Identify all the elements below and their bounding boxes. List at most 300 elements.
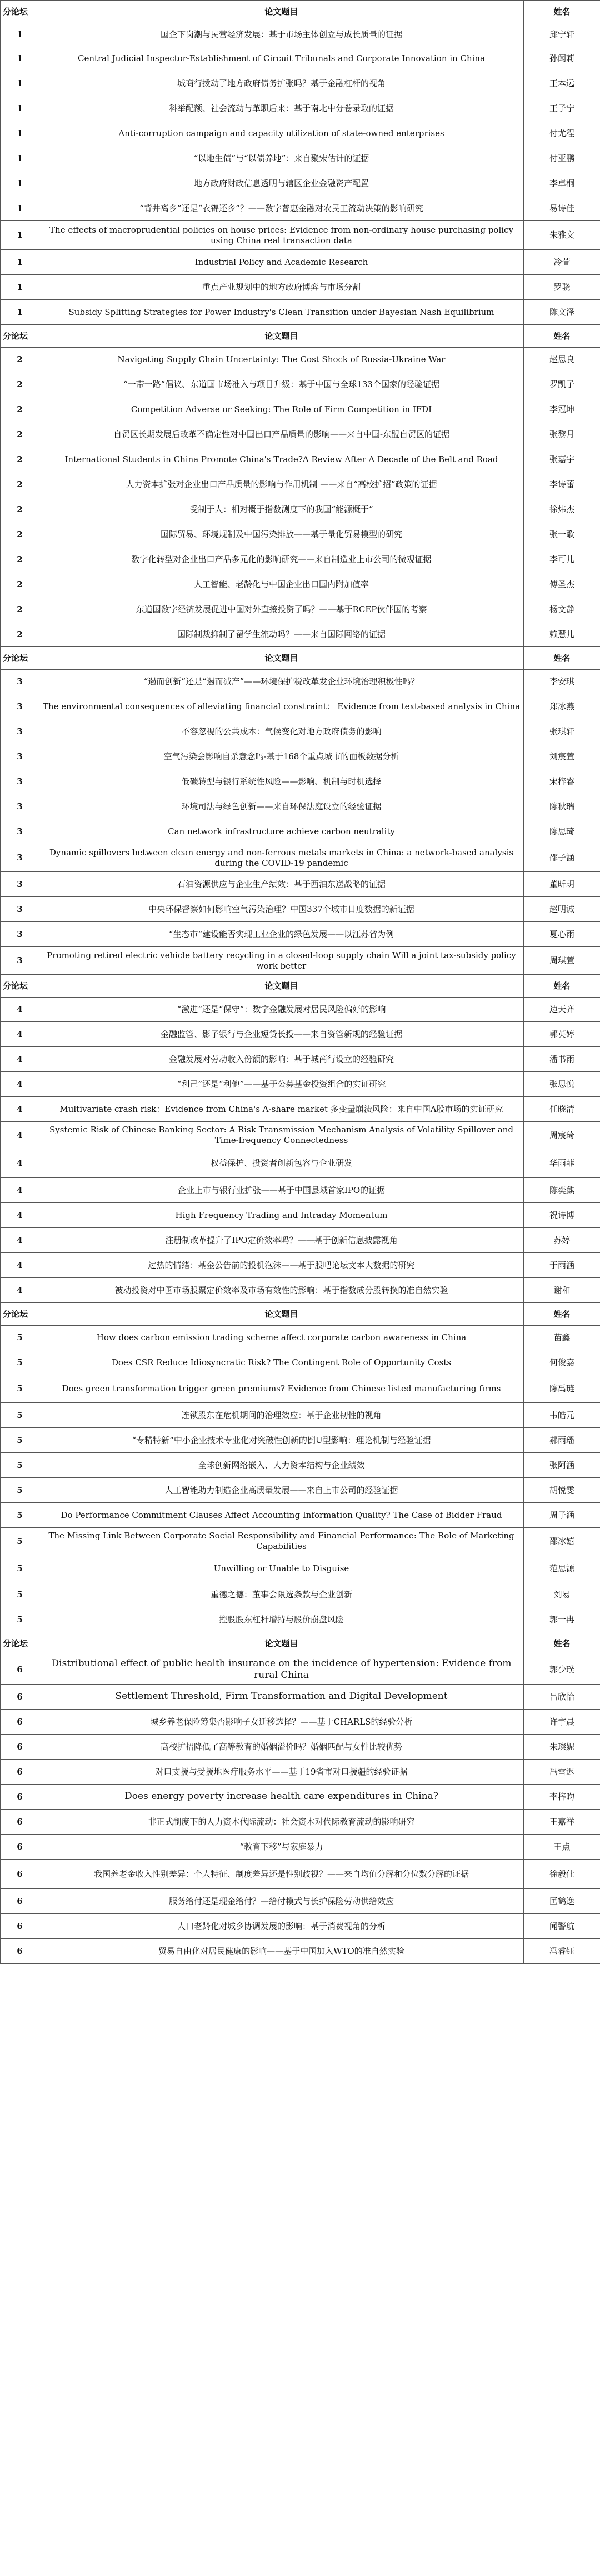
paper-title: 连锁股东在危机期间的治理效应：基于企业韧性的视角	[39, 1403, 524, 1428]
forum-number: 2	[1, 597, 39, 622]
forum-number: 2	[1, 422, 39, 447]
table-row	[1, 844, 600, 872]
paper-title: “遏而创新”还是“遏而减产”——环境保护税改革发企业环境治理积极性吗？	[39, 670, 524, 694]
paper-title: 注册制改革提升了IPO定价效率吗？——基于创新信息披露视角	[39, 1228, 524, 1253]
forum-number: 3	[1, 872, 39, 897]
author-name: 郭少璞	[524, 1655, 600, 1685]
author-name: 陈奕麒	[524, 1178, 600, 1203]
author-name: 闻警航	[524, 1914, 600, 1939]
author-name: 张阿涵	[524, 1453, 600, 1478]
author-name: 郝雨瑶	[524, 1428, 600, 1453]
paper-title: 非正式制度下的人力资本代际流动：社会资本对代际教育流动的影响研究	[39, 1810, 524, 1835]
section-header-row	[1, 1632, 600, 1655]
forum-number: 4	[1, 1278, 39, 1303]
table-row	[1, 1072, 600, 1097]
forum-number: 3	[1, 947, 39, 975]
table-row	[1, 622, 600, 647]
paper-title: High Frequency Trading and Intraday Momentum	[39, 1203, 524, 1228]
author-name: 傅圣杰	[524, 572, 600, 597]
forum-column-header: 分论坛	[1, 325, 39, 348]
table-row	[1, 872, 600, 897]
author-name: 冯睿钰	[524, 1939, 600, 1964]
author-name: 华雨菲	[524, 1149, 600, 1178]
author-name: 周琪萱	[524, 947, 600, 975]
author-name: 夏心雨	[524, 922, 600, 947]
table-row	[1, 1528, 600, 1555]
table-row	[1, 221, 600, 250]
author-name: 陈思琦	[524, 819, 600, 844]
author-name: 朱璨妮	[524, 1735, 600, 1760]
paper-title: 贸易自由化对居民健康的影响——基于中国加入WTO的准自然实验	[39, 1939, 524, 1964]
paper-title: 地方政府财政信息透明与辖区企业金融资产配置	[39, 171, 524, 196]
table-row	[1, 1375, 600, 1403]
table-row	[1, 1810, 600, 1835]
table-row	[1, 275, 600, 300]
author-name: 刘宸萱	[524, 744, 600, 769]
paper-title: 全球创新网络嵌入、人力资本结构与企业绩效	[39, 1453, 524, 1478]
paper-title: “激进”还是“保守”：数字金融发展对居民风险偏好的影响	[39, 998, 524, 1022]
name-column-header: 姓名	[524, 975, 600, 998]
forum-number: 6	[1, 1735, 39, 1760]
table-row	[1, 769, 600, 794]
paper-title: “一带一路”倡议、东道国市场准入与项目升级：基于中国与全球133个国家的经验证据	[39, 372, 524, 397]
paper-title: Settlement Threshold, Firm Transformation and Digital Development	[39, 1685, 524, 1710]
forum-number: 1	[1, 275, 39, 300]
section-header-row	[1, 647, 600, 670]
forum-column-header: 分论坛	[1, 1, 39, 23]
forum-column-header: 分论坛	[1, 1632, 39, 1655]
author-name: 张黎月	[524, 422, 600, 447]
paper-title: 对口支援与受援地医疗服务水平——基于19省市对口援疆的经验证据	[39, 1760, 524, 1785]
paper-title: 数字化转型对企业出口产品多元化的影响研究——来自制造业上市公司的微观证据	[39, 547, 524, 572]
forum-number: 4	[1, 998, 39, 1022]
paper-title: 重点产业规划中的地方政府博弈与市场分割	[39, 275, 524, 300]
paper-title: Distributional effect of public health insurance on the incidence of hypertension: Evidence from rural China	[39, 1655, 524, 1685]
forum-number: 2	[1, 572, 39, 597]
author-name: 郑冰燕	[524, 694, 600, 719]
paper-title: 城商行拨动了地方政府债务扩张吗？基于金融杠杆的视角	[39, 71, 524, 96]
author-name: 胡悦雯	[524, 1478, 600, 1503]
forum-number: 4	[1, 1097, 39, 1122]
forum-number: 3	[1, 769, 39, 794]
author-name: 冷萱	[524, 250, 600, 275]
name-column-header: 姓名	[524, 1, 600, 23]
author-name: 李卓桐	[524, 171, 600, 196]
author-name: 张琪轩	[524, 719, 600, 744]
paper-title: Promoting retired electric vehicle battery recycling in a closed-loop supply chain Will a joint tax-subsidy policy work better	[39, 947, 524, 975]
forum-number: 1	[1, 46, 39, 71]
table-row	[1, 670, 600, 694]
author-name: 祝诗博	[524, 1203, 600, 1228]
author-name: 赖慧儿	[524, 622, 600, 647]
table-row	[1, 1555, 600, 1582]
author-name: 张思悦	[524, 1072, 600, 1097]
forum-number: 6	[1, 1655, 39, 1685]
author-name: 冯雪迟	[524, 1760, 600, 1785]
paper-title: 重德之德：董事会限选条款与企业创新	[39, 1582, 524, 1607]
paper-title: How does carbon emission trading scheme affect corporate carbon awareness in China	[39, 1326, 524, 1350]
paper-title: Does energy poverty increase health care expenditures in China?	[39, 1785, 524, 1810]
forum-number: 3	[1, 719, 39, 744]
author-name: 邱宁轩	[524, 23, 600, 46]
title-column-header: 论文题目	[39, 647, 524, 670]
paper-title: The effects of macroprudential policies on house prices: Evidence from non-ordinary house purchasing policy using China real transaction data	[39, 221, 524, 250]
paper-title: 控股股东杠杆增持与股价崩盘风险	[39, 1607, 524, 1632]
paper-title: 石油资源供应与企业生产绩效：基于西油东送战略的证据	[39, 872, 524, 897]
author-name: 李诗蕾	[524, 472, 600, 497]
forum-number: 1	[1, 96, 39, 121]
paper-title: “教育下移”与家庭暴力	[39, 1835, 524, 1860]
name-column-header: 姓名	[524, 647, 600, 670]
author-name: 郭英婷	[524, 1022, 600, 1047]
table-row	[1, 1022, 600, 1047]
table-row	[1, 96, 600, 121]
table-row	[1, 71, 600, 96]
author-name: 王嘉祥	[524, 1810, 600, 1835]
paper-title: 东道国数字经济发展促进中国对外直接投资了吗？——基于RCEP伙伴国的考察	[39, 597, 524, 622]
table-row	[1, 171, 600, 196]
table-row	[1, 1149, 600, 1178]
table-row	[1, 23, 600, 46]
table-row	[1, 497, 600, 522]
table-row	[1, 1860, 600, 1889]
paper-title: 科举配额、社会流动与革职后来：基于南北中分卷录取的证据	[39, 96, 524, 121]
table-row	[1, 819, 600, 844]
table-row	[1, 1735, 600, 1760]
forum-number: 6	[1, 1939, 39, 1964]
forum-number: 2	[1, 472, 39, 497]
table-row	[1, 1785, 600, 1810]
paper-title: Anti-corruption campaign and capacity utilization of state-owned enterprises	[39, 121, 524, 146]
forum-number: 6	[1, 1710, 39, 1735]
author-name: 李梓昀	[524, 1785, 600, 1810]
paper-title: 环境司法与绿色创新——来自环保法庭设立的经验证据	[39, 794, 524, 819]
table-row	[1, 1607, 600, 1632]
forum-number: 2	[1, 348, 39, 372]
table-row	[1, 1655, 600, 1685]
table-row	[1, 1889, 600, 1914]
forum-number: 4	[1, 1203, 39, 1228]
paper-title: Central Judicial Inspector-Establishment of Circuit Tribunals and Corporate Innovation in China	[39, 46, 524, 71]
paper-title: “专精特新”中小企业技术专业化对突破性创新的倒U型影响：理论机制与经验证据	[39, 1428, 524, 1453]
paper-title: 人工智能、老龄化与中国企业出口国内附加值率	[39, 572, 524, 597]
title-column-header: 论文题目	[39, 1303, 524, 1326]
table-row	[1, 46, 600, 71]
table-row	[1, 1228, 600, 1253]
author-name: 苏婷	[524, 1228, 600, 1253]
forum-number: 1	[1, 196, 39, 221]
paper-title: 低碳转型与银行系统性风险——影响、机制与时机选择	[39, 769, 524, 794]
table-row	[1, 1122, 600, 1149]
forum-number: 3	[1, 744, 39, 769]
author-name: 谢和	[524, 1278, 600, 1303]
author-name: 韦皓元	[524, 1403, 600, 1428]
forum-column-header: 分论坛	[1, 1303, 39, 1326]
forum-number: 6	[1, 1685, 39, 1710]
author-name: 陈文泽	[524, 300, 600, 325]
table-row	[1, 572, 600, 597]
author-name: 范思源	[524, 1555, 600, 1582]
forum-number: 5	[1, 1555, 39, 1582]
author-name: 张一歌	[524, 522, 600, 547]
title-column-header: 论文题目	[39, 975, 524, 998]
table-row	[1, 794, 600, 819]
section-header-row	[1, 1303, 600, 1326]
paper-title: 高校扩招降低了高等教育的婚姻溢价吗？婚姻匹配与女性比较优势	[39, 1735, 524, 1760]
author-name: 王子宁	[524, 96, 600, 121]
forum-number: 6	[1, 1860, 39, 1889]
paper-title: 金融监管、影子银行与企业短贷长投——来自资管新规的经验证据	[39, 1022, 524, 1047]
author-name: 赵思良	[524, 348, 600, 372]
forum-number: 1	[1, 171, 39, 196]
paper-title: Navigating Supply Chain Uncertainty: The Cost Shock of Russia-Ukraine War	[39, 348, 524, 372]
author-name: 杨文静	[524, 597, 600, 622]
forum-number: 6	[1, 1810, 39, 1835]
paper-title: 人口老龄化对城乡协调发展的影响：基于消费视角的分析	[39, 1914, 524, 1939]
paper-title: The Missing Link Between Corporate Social Responsibility and Financial Performance: The Role of Marketing Capabilities	[39, 1528, 524, 1555]
forum-column-header: 分论坛	[1, 647, 39, 670]
table-row	[1, 897, 600, 922]
table-row	[1, 146, 600, 171]
table-row	[1, 422, 600, 447]
author-name: 陈秋瑞	[524, 794, 600, 819]
paper-title: 权益保护、投资者创新包容与企业研发	[39, 1149, 524, 1178]
forum-number: 1	[1, 121, 39, 146]
forum-number: 5	[1, 1607, 39, 1632]
forum-number: 3	[1, 794, 39, 819]
author-name: 罗凯子	[524, 372, 600, 397]
table-row	[1, 1428, 600, 1453]
paper-title: “背井离乡”还是“衣锦还乡”？——数字普惠金融对农民工流动决策的影响研究	[39, 196, 524, 221]
forum-number: 5	[1, 1350, 39, 1375]
table-row	[1, 472, 600, 497]
forum-column-header: 分论坛	[1, 975, 39, 998]
author-name: 李安琪	[524, 670, 600, 694]
forum-number: 2	[1, 372, 39, 397]
paper-title: 不容忽视的公共成本：气候变化对地方政府债务的影响	[39, 719, 524, 744]
paper-title: 国企下岗潮与民营经济发展：基于市场主体创立与成长质量的证据	[39, 23, 524, 46]
forum-number: 4	[1, 1228, 39, 1253]
author-name: 付亚鹏	[524, 146, 600, 171]
paper-title: 城乡养老保险筹集否影响子女迁移选择？——基于CHARLS的经验分析	[39, 1710, 524, 1735]
forum-number: 5	[1, 1503, 39, 1528]
table-row	[1, 1097, 600, 1122]
section-header-row	[1, 975, 600, 998]
author-name: 许宇晨	[524, 1710, 600, 1735]
title-column-header: 论文题目	[39, 1632, 524, 1655]
forum-number: 5	[1, 1582, 39, 1607]
paper-title: 服务给付还是现金给付？—给付模式与长护保险劳动供给效应	[39, 1889, 524, 1914]
author-name: 周子涵	[524, 1503, 600, 1528]
forum-number: 6	[1, 1785, 39, 1810]
table-row	[1, 348, 600, 372]
author-name: 任晓清	[524, 1097, 600, 1122]
paper-title: 我国养老金收入性别差异：个人特征、制度差异还是性别歧视？——来自均值分解和分位数分解的证据	[39, 1860, 524, 1889]
forum-number: 2	[1, 522, 39, 547]
forum-number: 4	[1, 1047, 39, 1072]
paper-title: Competition Adverse or Seeking: The Role of Firm Competition in IFDI	[39, 397, 524, 422]
author-name: 郭一冉	[524, 1607, 600, 1632]
forum-number: 3	[1, 897, 39, 922]
paper-title: The environmental consequences of alleviating financial constraint： Evidence from text-based analysis in China	[39, 694, 524, 719]
table-row	[1, 397, 600, 422]
author-name: 邵冰嬉	[524, 1528, 600, 1555]
author-name: 王本远	[524, 71, 600, 96]
forum-number: 5	[1, 1403, 39, 1428]
forum-number: 3	[1, 694, 39, 719]
author-name: 付尤程	[524, 121, 600, 146]
paper-title: 自贸区长期发展后改革不确定性对中国出口产品质量的影响——来自中国-东盟自贸区的证据	[39, 422, 524, 447]
paper-title: International Students in China Promote China's Trade?A Review After A Decade of the Belt and Road	[39, 447, 524, 472]
table-row	[1, 547, 600, 572]
paper-title: Dynamic spillovers between clean energy and non-ferrous metals markets in China: a network-based analysis during the COVID-19 pandemic	[39, 844, 524, 872]
forum-number: 2	[1, 622, 39, 647]
name-column-header: 姓名	[524, 1303, 600, 1326]
name-column-header: 姓名	[524, 325, 600, 348]
table-row	[1, 1835, 600, 1860]
author-name: 潘书雨	[524, 1047, 600, 1072]
schedule-body	[1, 1, 600, 1964]
author-name: 于雨涵	[524, 1253, 600, 1278]
paper-title: Multivariate crash risk：Evidence from China's A-share market 多变量崩溃风险：来自中国A股市场的实证研究	[39, 1097, 524, 1122]
paper-title: 被动投资对中国市场股票定价效率及市场有效性的影响：基于指数成分股转换的准自然实验	[39, 1278, 524, 1303]
table-row	[1, 1914, 600, 1939]
forum-number: 4	[1, 1122, 39, 1149]
table-row	[1, 1203, 600, 1228]
author-name: 边天齐	[524, 998, 600, 1022]
forum-number: 3	[1, 922, 39, 947]
forum-number: 4	[1, 1072, 39, 1097]
table-row	[1, 1453, 600, 1478]
forum-number: 4	[1, 1178, 39, 1203]
forum-number: 1	[1, 250, 39, 275]
table-row	[1, 1278, 600, 1303]
section-header-row	[1, 325, 600, 348]
table-row	[1, 947, 600, 975]
forum-number: 6	[1, 1914, 39, 1939]
name-column-header: 姓名	[524, 1632, 600, 1655]
author-name: 吕欣怡	[524, 1685, 600, 1710]
author-name: 李可儿	[524, 547, 600, 572]
paper-title: 国际制裁抑制了留学生流动吗？——来自国际网络的证据	[39, 622, 524, 647]
forum-number: 5	[1, 1428, 39, 1453]
author-name: 何俊嘉	[524, 1350, 600, 1375]
author-name: 苗鑫	[524, 1326, 600, 1350]
paper-title: 人力资本扩张对企业出口产品质量的影响与作用机制 ——来自“高校扩招”政策的证据	[39, 472, 524, 497]
paper-title: Systemic Risk of Chinese Banking Sector: A Risk Transmission Mechanism Analysis of Volatility Spillover and Time-frequency Connectedness	[39, 1122, 524, 1149]
author-name: 周宸琦	[524, 1122, 600, 1149]
table-row	[1, 1326, 600, 1350]
author-name: 邵子涵	[524, 844, 600, 872]
paper-title: Does green transformation trigger green premiums? Evidence from Chinese listed manufacturing firms	[39, 1375, 524, 1403]
table-row	[1, 1710, 600, 1735]
author-name: 罗骁	[524, 275, 600, 300]
paper-title: 金融发展对劳动收入份额的影响：基于城商行设立的经验研究	[39, 1047, 524, 1072]
forum-number: 6	[1, 1889, 39, 1914]
forum-number: 5	[1, 1326, 39, 1350]
table-row	[1, 522, 600, 547]
author-name: 徐炜杰	[524, 497, 600, 522]
forum-number: 1	[1, 221, 39, 250]
forum-number: 1	[1, 300, 39, 325]
table-row	[1, 250, 600, 275]
forum-number: 3	[1, 819, 39, 844]
paper-title: 中央环保督察如何影响空气污染治理？中国337个城市日度数据的新证据	[39, 897, 524, 922]
paper-title: Unwilling or Unable to Disguise	[39, 1555, 524, 1582]
author-name: 董昕玥	[524, 872, 600, 897]
forum-number: 3	[1, 670, 39, 694]
paper-title: “利己”还是“利他”——基于公募基金投资组合的实证研究	[39, 1072, 524, 1097]
table-row	[1, 1478, 600, 1503]
forum-number: 2	[1, 547, 39, 572]
paper-title: Does CSR Reduce Idiosyncratic Risk? The Contingent Role of Opportunity Costs	[39, 1350, 524, 1375]
paper-title: “以地生债”与“以债养地”：来自聚宋估计的证据	[39, 146, 524, 171]
forum-number: 3	[1, 844, 39, 872]
table-row	[1, 694, 600, 719]
author-name: 匡鹤逸	[524, 1889, 600, 1914]
author-name: 孙闻莉	[524, 46, 600, 71]
paper-title: “生态市”建设能否实现工业企业的绿色发展——以江苏省为例	[39, 922, 524, 947]
author-name: 宋梓睿	[524, 769, 600, 794]
table-row	[1, 121, 600, 146]
paper-title: 过热的情绪：基金公告前的投机泡沫——基于股吧论坛文本大数据的研究	[39, 1253, 524, 1278]
author-name: 徐毅佳	[524, 1860, 600, 1889]
forum-number: 1	[1, 23, 39, 46]
forum-number: 4	[1, 1022, 39, 1047]
author-name: 刘易	[524, 1582, 600, 1607]
table-row	[1, 1178, 600, 1203]
paper-title: Subsidy Splitting Strategies for Power Industry's Clean Transition under Bayesian Nash Equilibrium	[39, 300, 524, 325]
table-row	[1, 1350, 600, 1375]
paper-title: 企业上市与银行业扩张——基于中国县域首家IPO的证据	[39, 1178, 524, 1203]
table-row	[1, 1047, 600, 1072]
table-row	[1, 719, 600, 744]
table-row	[1, 1253, 600, 1278]
table-row	[1, 1503, 600, 1528]
table-row	[1, 998, 600, 1022]
table-row	[1, 597, 600, 622]
author-name: 易诗佳	[524, 196, 600, 221]
table-row	[1, 1403, 600, 1428]
forum-number: 4	[1, 1149, 39, 1178]
table-row	[1, 1582, 600, 1607]
author-name: 陈禹琏	[524, 1375, 600, 1403]
table-row	[1, 196, 600, 221]
table-row	[1, 1685, 600, 1710]
author-name: 王点	[524, 1835, 600, 1860]
author-name: 李冠坤	[524, 397, 600, 422]
table-row	[1, 744, 600, 769]
forum-number: 2	[1, 497, 39, 522]
paper-title: 国际贸易、环境规制及中国污染排放——基于量化贸易模型的研究	[39, 522, 524, 547]
forum-number: 5	[1, 1478, 39, 1503]
paper-title: 受制于人：相对概于指数测度下的我国“能源概于”	[39, 497, 524, 522]
author-name: 朱雅文	[524, 221, 600, 250]
paper-title: 空气污染会影响自杀意念吗-基于168个重点城市的面板数据分析	[39, 744, 524, 769]
forum-number: 4	[1, 1253, 39, 1278]
forum-number: 6	[1, 1760, 39, 1785]
paper-title: Do Performance Commitment Clauses Affect Accounting Information Quality? The Case of Bidder Fraud	[39, 1503, 524, 1528]
forum-number: 2	[1, 447, 39, 472]
title-column-header: 论文题目	[39, 1, 524, 23]
forum-number: 1	[1, 71, 39, 96]
table-row	[1, 922, 600, 947]
table-row	[1, 1939, 600, 1964]
forum-number: 5	[1, 1375, 39, 1403]
paper-title: Can network infrastructure achieve carbon neutrality	[39, 819, 524, 844]
author-name: 赵明诚	[524, 897, 600, 922]
table-row	[1, 1760, 600, 1785]
